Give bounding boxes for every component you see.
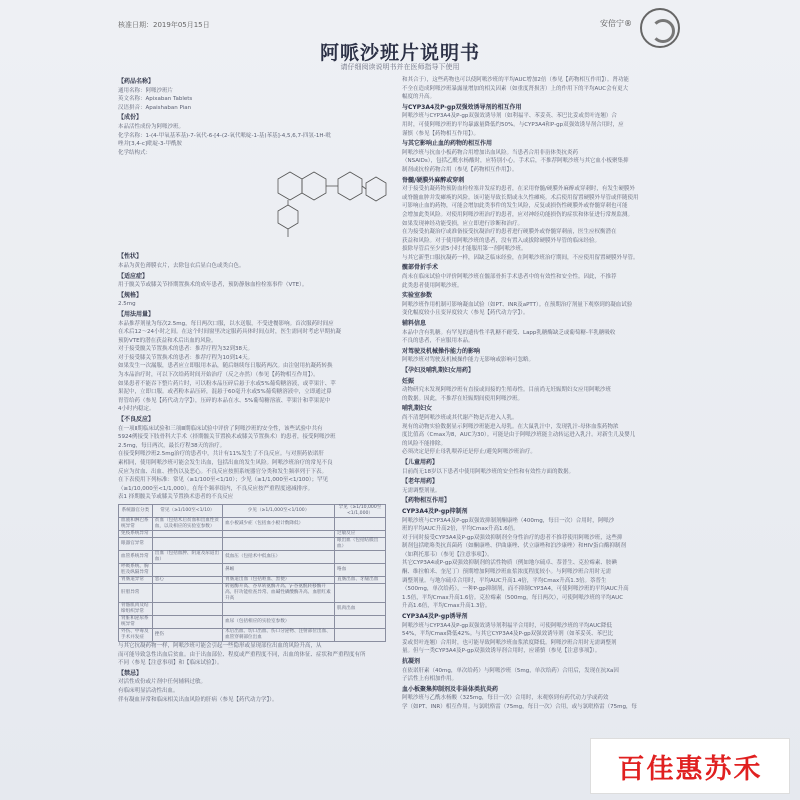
body-text-line: 制剂或抗栓药物合用（参见【药物相互作用】）。 (402, 166, 518, 173)
section-heading: 【老年用药】 (402, 478, 439, 486)
table-cell: 眼器官异常 (119, 537, 153, 550)
table-cell (152, 615, 222, 628)
body-text-line: 胃管给药（参见【药代动力学】），压碎的本品在水、5%葡萄糖溶液、苹果汁和苹果泥中 (118, 397, 331, 404)
table-row (119, 550, 386, 563)
table-cell: 术后出血、切口出血、伤口分泌物、注射部位出血、血管穿刺部位出血 (223, 628, 335, 641)
body-text-line: 的数据。因此，不推荐在妊娠期间使用阿哌沙班。 (402, 395, 524, 402)
body-text-line: （500mg，单次给药），一种P-gp抑制剂，而不抑制CYP3A4，可使阿哌沙班的平均AUC升高 (402, 586, 629, 593)
table-header-cell: 少见（≥1/1,000至<1/100） (223, 504, 335, 517)
body-text-line: 2.5mg (118, 301, 136, 308)
section-heading: CYP3A4及P-gp抑制剂 (402, 507, 468, 515)
table-cell: 血管系统异常 (119, 550, 153, 563)
table-row (119, 517, 386, 530)
body-text-line: 班的平均AUC升高2倍，平均Cmax升高1.6倍。 (402, 526, 519, 533)
body-text-line: 有临床明显活动性出血。 (118, 687, 179, 694)
table-cell (334, 583, 385, 602)
section-heading: 【用法用量】 (118, 310, 155, 318)
table-cell: 低血压（包括术中低血压） (223, 550, 335, 563)
section-heading: 抗凝剂 (402, 658, 421, 665)
table-cell: 胃肠道出血（包括呕血、黑便） (223, 576, 335, 583)
table-cell: 肝胆异常 (119, 583, 153, 602)
body-text-line: 本品中含有乳糖。有罕见的遗传性半乳糖不耐受、Lapp乳糖酶缺乏或葡萄糖-半乳糖吸收 (402, 329, 616, 336)
body-text-line: 对于同时接受CYP3A4及P-gp双强效抑制剂全身性治疗的患者不推荐使用阿哌沙班，这些抑 (402, 534, 623, 541)
table-cell (223, 537, 335, 550)
body-text-line: 对活性成份或片剂中任何辅料过敏。 (118, 679, 207, 686)
body-text-line: 化学名称：1-(4-甲氧基苯基)-7-氧代-6-[4-(2-氧代哌啶-1-基)苯基]-4,5,6,7-四氢-1H-吡 (118, 132, 332, 139)
body-text-line: 不同（参见【注意事项】和【临床试验】）。 (118, 660, 223, 667)
section-heading: 与CYP3A4及P-gp双强效诱导剂的相互作用 (402, 103, 522, 111)
body-text-line: （如利托那韦）（参见【注意事项】）。 (402, 551, 493, 558)
body-text-line: 升高1.6倍，平均Cmax升高1.3倍。 (402, 603, 491, 610)
table-cell (152, 583, 222, 602)
table-row (119, 576, 386, 583)
body-text-line: 对于接受膝关节置换术的患者：推荐疗程为10到14天。 (118, 354, 253, 361)
body-text-line: 其它CYP3A4或P-gp双强效抑制剂的活性物质（例如地尔硫卓、萘普生、克拉霉素、胺碘 (402, 560, 617, 567)
table-header-cell: 罕见（≥1/10,000至<1/1,000） (334, 504, 385, 517)
body-text-line: 对于接受髋关节置换术的患者：推荐疗程为32到38天。 (118, 346, 253, 353)
table-cell (152, 563, 222, 576)
table-cell: 转氨酶升高、谷草转氨酶升高、γ-谷氨酰转移酶升高、肝功能检查异常、血碱性磷酸酶升高、血胆红素升高 (223, 583, 335, 602)
body-text-line: 不良的患者，不应服用本品。 (402, 338, 474, 345)
structure-diagram (258, 159, 398, 251)
table-cell: 挫伤 (152, 628, 222, 641)
body-text-line: 制剂包括吡咯类抗真菌药（如酮康唑、伊曲康唑、伏立康唑和泊沙康唑）和HIV蛋白酶抑制剂 (402, 543, 627, 550)
table-cell: 咯血 (334, 563, 385, 576)
table-cell: 外伤、中毒及手术并发症 (119, 628, 153, 641)
table-row (119, 602, 386, 615)
body-text-line: 如果发生一次漏服，患者应立即服用本品，随后继续每日服药两次。由注射用抗凝药转换 (118, 363, 333, 370)
section-heading: CYP3A4及P-gp诱导剂 (402, 613, 468, 621)
body-text-line: 唑并[3,4-c]吡啶-3-甲酰胺 (118, 141, 183, 148)
table-header-cell: 系统器官分类 (119, 504, 153, 517)
body-text-line: 用于髋关节或膝关节择期置换术的成年患者，预防静脉血栓栓塞事件（VTE）。 (118, 282, 308, 289)
right-column (402, 76, 692, 712)
body-text-line: 妥或贯叶连翘）合用时，也可能导致阿哌沙班血浆浓度降低。阿哌沙班合用时无需调整剂 (402, 639, 617, 646)
adverse-reactions-table (118, 504, 386, 642)
body-text-line: 为本品治疗时，可以下次给药时间开始治疗（反之亦然）（参见【药物相互作用】）。 (118, 372, 319, 379)
section-heading: 血小板聚集抑制剂及非甾体类抗炎药 (402, 685, 499, 693)
table-cell (334, 517, 385, 530)
section-heading: 哺乳期妇女 (402, 405, 433, 413)
body-text-line: 不全在造成阿哌沙班暴露量增加的相关因素（如重度肾损害）上的作用下的平均AUC会有更大 (402, 85, 629, 92)
table-cell: 血小板减少症（包括血小板计数降低） (223, 517, 335, 530)
body-text-line: 的风险不能排除。 (402, 440, 447, 447)
brand-name: 安倍宁® (600, 19, 632, 28)
table-cell: 直肠出血、牙龈出血 (334, 576, 385, 583)
section-heading: 【不良反应】 (118, 416, 155, 424)
body-text-line: 学（如PT、INR）相互作用。与氯吡格雷（75mg，每日一次）合用，或与氯吡格雷（75mg，每 (402, 703, 637, 710)
body-text-line: 必须决定是停止母乳喂养还是停止/避免阿哌沙班治疗。 (402, 449, 536, 456)
body-text-line: 化学结构式： (118, 149, 152, 156)
table-row (119, 615, 386, 628)
table-cell: 骨骼肌肉及结缔组织异常 (119, 602, 153, 615)
body-text-line: 4小时内稳定。 (118, 406, 155, 413)
body-text-line: 变化幅度较小且变异度较大（参见【药代动力学】）。 (402, 310, 529, 317)
table-cell: 血尿（包括相应的实验室参数） (223, 615, 335, 628)
table-cell: 恶心 (152, 576, 222, 583)
body-text-line: 5924例接受下肢骨科大手术（择期髋关节置换术或膝关节置换术）的患者，接受阿哌沙班 (118, 434, 336, 441)
body-text-line: 54%，平均Cmax降低42%。与其它CYP3A4及P-gp双强效诱导剂（如苯妥英、苯巴比 (402, 631, 614, 638)
table-cell (223, 602, 335, 615)
body-text-line: 无需调整剂量。 (402, 487, 441, 494)
table-cell: 免疫系统异常 (119, 530, 153, 537)
body-text-line: 1.5倍，平均Cmax升高1.6倍。克拉霉素（500mg，每日两次），可使阿哌沙班的平均AUC (402, 594, 624, 601)
section-heading: 辅料信息 (402, 320, 427, 328)
body-text-line: 在为接受抗凝治疗或准备接受抗凝治疗的患者进行硬膜外或脊髓穿刺前，医生应权衡潜在 (402, 229, 617, 236)
table-cell: 鼻衄 (223, 563, 335, 576)
table-cell (334, 550, 385, 563)
body-text-line: 幅度的升高。 (402, 94, 436, 101)
body-text-line: 通用名称：阿哌沙班片 (118, 87, 174, 94)
table-cell (223, 530, 335, 537)
body-text-line: 阿哌沙班与CYP3A4及P-gp双强效抑制剂酮康唑（400mg，每日一次）合用时，阿哌沙 (402, 517, 615, 524)
body-text-line: 用时，可使阿哌沙班的平均暴露量降低约50%。与CYP3A4和P-gp双强效诱导剂合用时，应 (402, 121, 624, 128)
body-text-line: 阿哌沙班与抗血小板药物合用增加出血风险。当患者合用非甾体类抗炎药 (402, 149, 579, 156)
body-text-line: （NSAIDs），包括乙酰水杨酸时，应特别小心。手术后，不推荐阿哌沙班与其它血小板聚集抑 (402, 158, 629, 165)
table-header-cell: 常见（≥1/100至<1/10） (152, 504, 222, 517)
body-text-line: 在依诺肝素（40mg，单次给药）与阿哌沙班（5mg，单次给药）合用后，发现在抗Xa因 (402, 667, 619, 674)
body-text-line: 此类患者使用阿哌沙班。 (402, 282, 463, 289)
section-heading: 实验室参数 (402, 292, 433, 300)
table-cell: 胃肠道异常 (119, 576, 153, 583)
table-cell: 肾脏和泌尿系统异常 (119, 615, 153, 628)
table-row (119, 628, 386, 641)
body-text-line: 与其它新型口服抗凝药一样，因缺乏临床经验，在阿哌沙班治疗期间，不应使用留置硬膜外导管。 (402, 254, 639, 261)
body-text-line: 获益和风险。对于使用阿哌沙班的患者，没有置入或拔除硬膜外导管的临床经验。 (402, 237, 601, 244)
body-text-line: 量。但与一类CYP3A4及P-gp双强效诱导剂合用时，应谨慎（参见【注意事项】）。 (402, 648, 601, 655)
body-text-line: 会增加此类风险。对使用阿哌沙班治疗的患者，应对神经功能损伤的症状和体征进行常规监测。 (402, 211, 634, 218)
body-text-line: 预防VTE的潜在获益和术后出血的风险。 (118, 337, 217, 344)
section-heading: 【孕妇及哺乳期妇女用药】 (402, 367, 475, 374)
table-cell: 眼出血（包括结膜出血） (334, 537, 385, 550)
document-subtitle: 请仔细阅读说明书并在医师指导下使用 (340, 63, 460, 71)
table-header-row (119, 504, 386, 517)
body-text-line: 2.5mg，每日两次，最长疗程38天的治疗。 (118, 442, 226, 449)
body-text-line: 本品活性成份为阿哌沙班。 (118, 123, 185, 130)
body-text-line: 阿哌沙班与CYP3A4及P-gp双强效诱导剂利福平合用时，可使阿哌沙班的平均AUC降低 (402, 622, 612, 629)
body-text-line: 英文名称：Apixaban Tablets (118, 96, 193, 103)
body-text-line: 尚未在临床试验中评价阿哌沙班在髋部骨折手术患者中的有效性和安全性。因此，不推荐 (402, 274, 617, 281)
body-text-line: 如果患者不能吞下整片药片时，可以粉本品压碎后悬于水或5%葡萄糖溶液，或苹果汁、苹 (118, 380, 336, 387)
body-text-line: 度比值高（Cmax为8，AUC为30）。可能是由于阿哌沙班能主动转运进入乳汁。对新生儿及婴儿 (402, 432, 636, 439)
body-text-line: （≥1/10,000至<1/1,000）。在每个频率组内，不良反应按严重程度递减排序。 (118, 485, 314, 492)
table-cell (152, 602, 222, 615)
section-heading: 髋部骨折手术 (402, 264, 439, 272)
body-text-line: 尚不清楚阿哌沙班或其代谢产物是否进入人乳。 (402, 414, 518, 421)
body-text-line: 果泥中，立即口服。或者粉本品压碎，混悬于60毫升水或5%葡萄糖溶液中，立即通过鼻 (118, 389, 332, 396)
section-heading: 【药品名称】 (118, 78, 155, 85)
body-text-line: 和其合于），这些药物也可以使阿哌沙班的平均AUC增加2倍（参见【药物相互作用】）。肾功能 (402, 77, 629, 83)
body-text-line: 子活性上有相加作用。 (402, 676, 458, 683)
section-heading: 对驾驶及机械操作能力的影响 (402, 347, 481, 355)
table-cell (334, 628, 385, 641)
table-row (119, 530, 386, 537)
body-text-line: 目前尚无18岁以下患者中使用阿哌沙班的安全性和有效性方面的数据。 (402, 468, 575, 475)
table-cell: 出血（包括血肿、阴道及尿道出血） (152, 550, 222, 563)
body-text-line: 阿哌沙班对驾驶及机械操作能力无影响或影响可忽略。 (402, 357, 535, 364)
table-cell: 呼吸系统、胸腔及纵隔异常 (119, 563, 153, 576)
body-text-line: 动物研究未发现阿哌沙班有直接或间接的生殖毒性。目前尚无妊娠期妇女应用阿哌沙班 (402, 387, 612, 394)
section-heading: 【禁忌】 (118, 669, 143, 677)
body-text-line: 可影响止血的药物，可能会增加此类事件的发生风险，反复或损伤性硬膜外或脊髓穿刺也可能 (402, 203, 628, 210)
body-text-line: 伴有凝血异常和临床相关出血风险的肝病（参见【药代动力学】）。 (118, 696, 278, 703)
section-heading: 妊娠 (402, 377, 415, 385)
body-text-line: 表1 择期髋关节或膝关节置换术患者的不良反应 (118, 494, 234, 501)
body-text-line: 在接受阿哌沙班2.5mg治疗的患者中，共计有11%发生了不良反应。与对照药依诺肝 (118, 451, 324, 458)
body-text-line: 拔除导管后至少需5小时才能服用第一剂阿哌沙班。 (402, 246, 527, 253)
table-cell: 贫血（包括术后贫血和出血性贫血，以及相应的实验室参数） (152, 517, 222, 530)
table-cell (152, 537, 222, 550)
store-watermark: 百佳惠苏禾 (590, 738, 790, 794)
section-heading: 【成份】 (118, 114, 143, 122)
table-row (119, 537, 386, 550)
body-text-line: 谨慎（参见【药物相互作用】）。 (402, 130, 480, 137)
table-row (119, 583, 386, 602)
table-cell: 过敏反应 (334, 530, 385, 537)
body-text-line: 与其它抗凝药物一样，阿哌沙班可能会引起一些隐形或显现部位出血的风险升高，从 (118, 642, 322, 649)
body-text-line: 本品为黄色薄膜衣片，去除包衣后显白色或类白色。 (118, 262, 245, 269)
section-heading: 【规格】 (118, 291, 143, 299)
body-text-line: 汉语拼音：Apaishaban Pian (118, 104, 192, 111)
section-heading: 【儿童用药】 (402, 458, 439, 466)
body-text-line: 阿哌沙班与乙酰水杨酸（325mg，每日一次）合用时，未观察到有药代动力学或药效 (402, 695, 609, 702)
section-heading: 与其它影响止血的药物的相互作用 (402, 140, 493, 148)
table-row (119, 563, 386, 576)
body-text-line: 阿哌沙班作用机制可影响凝血试验（如PT、INR及aPTT）。在预期治疗剂量下观察到的凝血试验 (402, 301, 633, 308)
section-heading: 【性状】 (118, 253, 143, 261)
table-cell (152, 530, 222, 537)
body-text-line: 酮、维拉帕米、奎尼丁）预期增加阿哌沙班血浆浓度程度较小。与阿哌沙班合用时无需 (402, 569, 612, 576)
section-heading: 【药物相互作用】 (402, 497, 451, 505)
body-text-line: 或脊髓血肿并发瘫痪的风险。该可能导致长期或永久性瘫痪。术后使用留置硬膜外导管或伴随使用 (402, 194, 639, 201)
chemical-structure (118, 159, 392, 251)
body-text-line: 素相同，使用阿哌沙班可能会发生出血，包括出血的发生风险。阿哌沙班治疗的常见不良 (118, 460, 333, 466)
body-text-line: 而可能导致急性出血后贫血。由于出血部位、程度或严重程度不同，出血的体征、症状和严重程度有所 (118, 651, 366, 658)
revision-date: 核准日期：2019年05月15日 (118, 21, 210, 29)
table-cell (334, 615, 385, 628)
body-text-line: 在下表使用下列标准：常见（≥1/100至<1/10）；少见（≥1/1,000至<1/100）；罕见 (118, 477, 329, 484)
table-cell: 血液和淋巴系统异常 (119, 517, 153, 530)
body-text-line: 对于接受抗凝药物预防血栓栓塞并发症的患者，在采用脊髓/硬膜外麻醉或穿刺时，有发生硬膜外 (402, 186, 635, 193)
section-heading: 【适应症】 (118, 272, 149, 280)
body-text-line: 现有的动物实验数据显示阿哌沙班能进入母乳。在大鼠乳汁中，发现乳汁-母体血浆药物浓 (402, 423, 619, 430)
table-cell: 肌肉出血 (334, 602, 385, 615)
body-text-line: 如果发现神经功能受损，应立即进行诊断和治疗。 (402, 220, 524, 227)
body-text-line: 在术后12～24小时之间。在这个时间窗里决定服药具体时间点时，医生需同时考虑早期抗凝 (118, 329, 341, 336)
body-text-line: 阿哌沙班与CYP3A4及P-gp双强效诱导剂（如利福平、苯妥英、苯巴比妥或贯叶连翘）合 (402, 113, 617, 120)
body-text-line: 在一项Ⅱ期临床试验和三项Ⅲ期临床试验中评价了阿哌沙班的安全性，该些试验中共有 (118, 425, 323, 432)
section-heading: 脊髓/硬膜外麻醉或穿刺 (402, 176, 465, 184)
left-column (118, 76, 392, 704)
body-text-line: 调整剂量。与地尔硫卓合用时，平均AUC升高1.4倍，平均Cmax升高1.3倍。萘普生 (402, 577, 607, 584)
body-text-line: 反应为贫血、出血、挫伤以及恶心。不良反应按照系统器官分类和发生频率列于下表。 (118, 468, 328, 475)
body-text-line: 本品推荐剂量为每次2.5mg，每日两次口服，以水送服，不受进餐影响。首次服药时间应 (118, 320, 334, 327)
document-title: 阿哌沙班片说明书 (319, 42, 480, 64)
